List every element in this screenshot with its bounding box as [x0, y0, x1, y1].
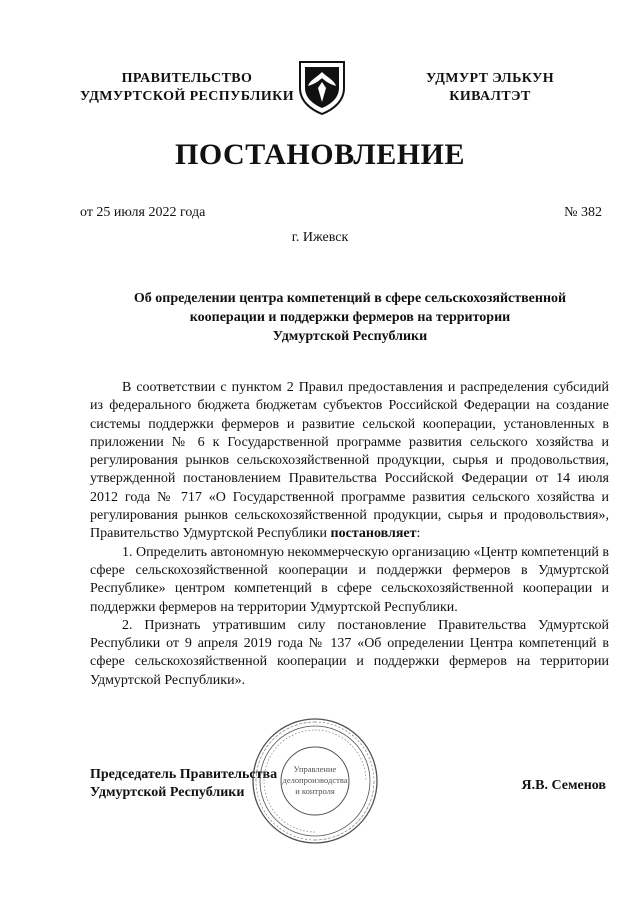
preamble-paragraph — [90, 379, 609, 544]
document-date: от 25 июля 2022 года — [80, 205, 206, 220]
subject-line2: кооперации и поддержки фермеров на территории — [189, 310, 511, 325]
document-title: ПОСТАНОВЛЕНИЕ — [175, 138, 465, 171]
decision-colon: : — [416, 526, 421, 542]
round-stamp-icon — [250, 716, 380, 846]
header-left-line1: ПРАВИТЕЛЬСТВО — [121, 71, 253, 86]
subject-line1: Об определении центра компетенций в сфере сельскохозяйственной — [133, 291, 567, 306]
header-right-line2: КИВАЛТЭТ — [449, 89, 531, 104]
item-2: 2. Признать утратившим силу постановление Правительства Удмуртской Республики от 9 апреля 2019 года № 137 «Об определении Центра компетенций в сфере сельскохозяйственной кооперации и поддержки фермеров на территории Удмуртской Республики». — [90, 617, 609, 688]
coat-of-arms-icon — [296, 58, 348, 116]
header-right-line1: УДМУРТ ЭЛЬКУН — [425, 71, 555, 86]
document-body — [90, 379, 609, 690]
stamp-line2: делопроизводства — [282, 775, 348, 785]
signature-position-line2: Удмуртской Республики — [90, 785, 245, 800]
header-left — [72, 70, 302, 106]
preamble-text: В соответствии с пунктом 2 Правил предоставления и распределения субсидий из федерального бюджета бюджетам субъектов Российской Федерации на создание системы поддержки фермеров и развитие сельской кооперации, установленных в приложении № 6 к Государственной программе развития сельского хозяйства и регулирования рынков сельскохозяйственной продукции, сырья и продовольствия, утвержденной постановлением Правительства Российской Федерации от 14 июля 2012 года № 717 «О Государственной программе развития сельского хозяйства и регулирования рынков сельскохозяйственной продукции, сырья и продовольствия», Правительство Удмуртской Республики — [90, 380, 609, 542]
stamp-line1: Управление — [293, 764, 337, 774]
header-left-line2: УДМУРТСКОЙ РЕСПУБЛИКИ — [79, 89, 295, 104]
document-number: № 382 — [564, 205, 602, 220]
document-subject — [90, 289, 610, 346]
stamp-line3: и контроля — [295, 786, 335, 796]
item-1: 1. Определить автономную некоммерческую организацию «Центр компетенций в сфере сельскохозяйственной кооперации и поддержки фермеров в Удмуртской Республике» центром компетенций в сфере сельскохозяйственной кооперации и поддержки фермеров на территории Удмуртской Республики. — [90, 544, 609, 615]
subject-line3: Удмуртской Республики — [272, 329, 428, 344]
decision-word: постановляет — [330, 526, 417, 542]
header-right — [400, 70, 580, 106]
document-city: г. Ижевск — [291, 230, 349, 245]
signature-position-line1: Председатель Правительства — [90, 767, 278, 782]
signature-name: Я.В. Семенов — [521, 778, 606, 793]
